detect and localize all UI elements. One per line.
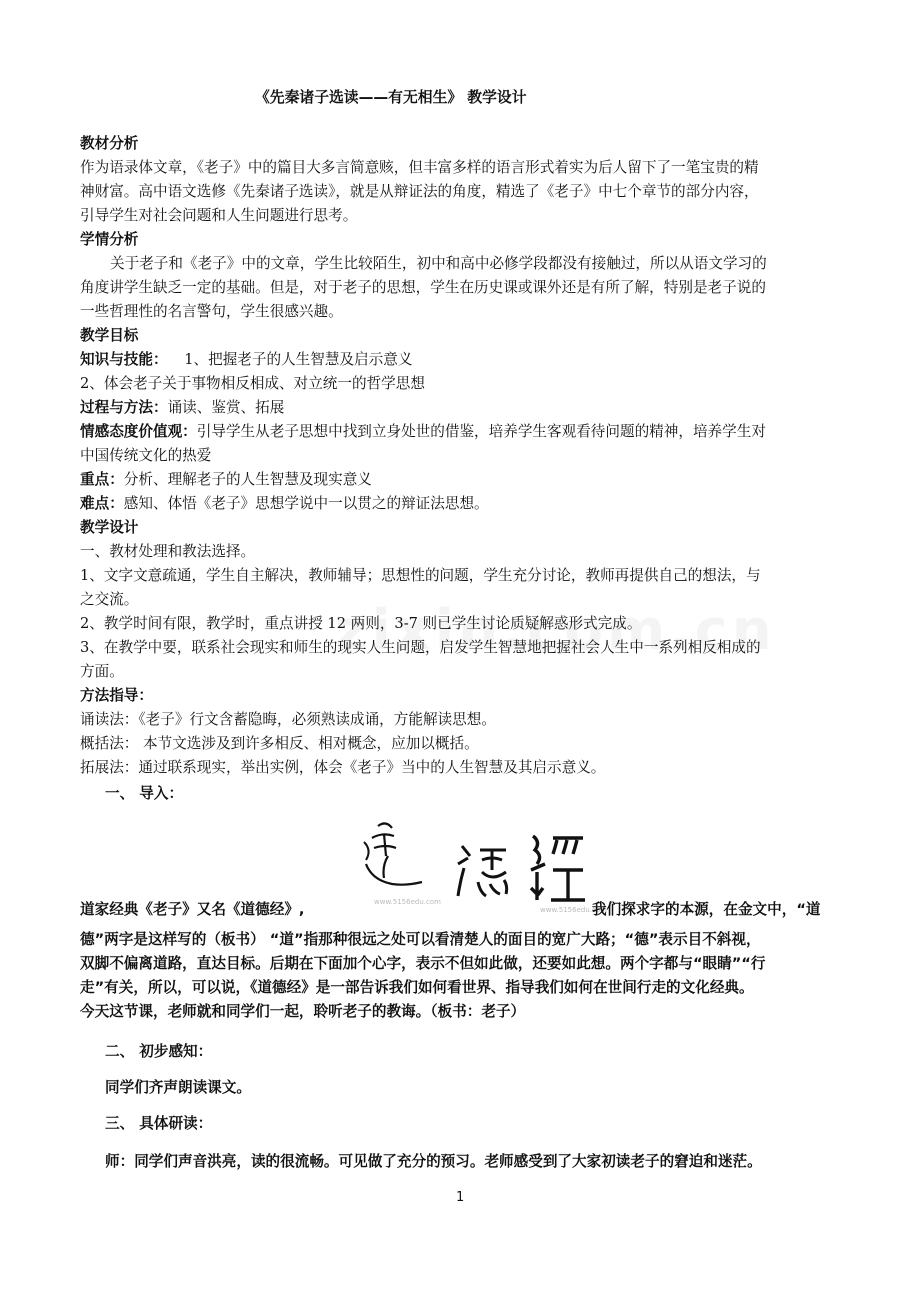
paragraph-line: 2、教学时间有限，教学时，重点讲授 12 两则，3-7 则已学生讨论质疑解惑形式完成。 <box>80 615 642 632</box>
paragraph-line: 引导学生对社会问题和人生问题进行思考。 <box>80 207 358 224</box>
paragraph-line: 3、在教学中要，联系社会现实和师生的现实人生问题，启发学生智慧地把握社会人生中一系列相反相成的 <box>80 639 761 656</box>
seal-character-jing-image <box>527 828 589 908</box>
paragraph-line: 方面。 <box>80 663 124 680</box>
seal-character-de-image <box>452 838 522 908</box>
paragraph-line: 角度讲学生缺乏一定的基础。但是，对于老子的思想，学生在历史课或课外还是有所了解，特别是老子说的 <box>80 279 766 296</box>
section-heading-textbook: 教材分析 <box>80 135 139 152</box>
key-label: 重点： <box>80 471 124 488</box>
goal-label: 情感态度价值观： <box>80 423 197 440</box>
goal-knowledge-2: 2、体会老子关于事物相反相成、对立统一的哲学思想 <box>80 375 425 392</box>
paragraph-line: 关于老子和《老子》中的文章，学生比较陌生，初中和高中必修学段都没有接触过，所以从语文学习的 <box>110 255 767 272</box>
seal-character-dao-image <box>358 818 428 898</box>
goal-label: 知识与技能： <box>80 351 168 368</box>
paragraph-line: 师：同学们声音洪亮，读的很流畅。可见做了充分的预习。老师感受到了大家初读老子的窘迫和迷茫。 <box>105 1153 762 1170</box>
key-text: 分析、理解老子的人生智慧及现实意义 <box>123 471 372 488</box>
goal-emotion <box>80 420 850 444</box>
paragraph-line: 一、教材处理和教法选择。 <box>80 543 256 560</box>
paragraph-line: 概括法： 本节文选涉及到许多相反、相对概念，应加以概括。 <box>80 735 479 752</box>
section-heading-goals: 教学目标 <box>80 327 139 344</box>
paragraph-line: 我们探求字的本源，在金文中，“道 <box>592 901 821 918</box>
goal-text: 诵读、鉴赏、拓展 <box>167 399 285 416</box>
key-point <box>80 468 850 492</box>
section-heading-intro: 一、 导入： <box>105 785 184 802</box>
paragraph-line: 道家经典《老子》又名《道德经》, <box>80 901 305 918</box>
goal-text: 引导学生从老子思想中找到立身处世的借鉴，培养学生客观看待问题的精神，培养学生对 <box>196 423 766 440</box>
document-title: 《先秦诸子选读——有无相生》 教学设计 <box>255 89 527 106</box>
paragraph-line: 1、文字文意疏通，学生自主解决，教师辅导；思想性的问题，学生充分讨论，教师再提供自己的想法，与 <box>80 567 761 584</box>
section-heading-perceive: 二、 初步感知： <box>105 1043 213 1060</box>
difficult-point <box>80 492 850 516</box>
difficult-label: 难点： <box>80 495 124 512</box>
paragraph-line: 一些哲理性的名言警句，学生很感兴趣。 <box>80 303 343 320</box>
paragraph-line: 作为语录体文章，《老子》中的篇目大多言简意赅，但丰富多样的语言形式着实为后人留下了一笔宝贵的精 <box>80 159 759 176</box>
paragraph-line: 双脚不偏离道路，直达目标。后期在下面加个心字，表示不但如此做，还要如此想。两个字都与“眼睛”“行 <box>80 955 766 972</box>
paragraph-line: 神财富。高中语文选修《先秦诸子选读》，就是从辩证法的角度，精选了《老子》中七个章节的部分内容， <box>80 183 759 200</box>
goal-knowledge <box>80 348 850 372</box>
paragraph-line: 同学们齐声朗读课文。 <box>105 1079 251 1096</box>
section-heading-students: 学情分析 <box>80 231 139 248</box>
section-heading-design: 教学设计 <box>80 519 139 536</box>
goal-label: 过程与方法： <box>80 399 168 416</box>
page-number: 1 <box>456 1190 465 1205</box>
paragraph-line: 德”两字是这样写的（板书） “道”指那种很远之处可以看清楚人的面目的宽广大路；“德”表示目不斜视， <box>80 931 761 948</box>
difficult-text: 感知、体悟《老子》思想学说中一以贯之的辩证法思想。 <box>123 495 489 512</box>
section-heading-study: 三、 具体研读： <box>105 1115 213 1132</box>
paragraph-line: 今天这节课，老师就和同学们一起，聆听老子的教诲。（板书：老子） <box>80 1003 526 1020</box>
goal-process <box>80 396 850 420</box>
image-caption: www.5156edu.com <box>540 906 607 914</box>
section-heading-method: 方法指导： <box>80 687 153 704</box>
image-caption: www.5156edu.com <box>374 898 441 906</box>
paragraph-line: 之交流。 <box>80 591 139 608</box>
goal-text: 1、把握老子的人生智慧及启示意义 <box>184 351 413 368</box>
paragraph-line: 走”有关，所以，可以说，《道德经》是一部告诉我们如何看世界、指导我们如何在世间行走的文化经典。 <box>80 979 754 996</box>
paragraph-line: 中国传统文化的热爱 <box>80 447 212 464</box>
paragraph-line: 拓展法：通过联系现实，举出实例，体会《老子》当中的人生智慧及其启示意义。 <box>80 759 606 776</box>
paragraph-line: 诵读法：《老子》行文含蓄隐晦，必须熟读成诵，方能解读思想。 <box>80 711 496 728</box>
